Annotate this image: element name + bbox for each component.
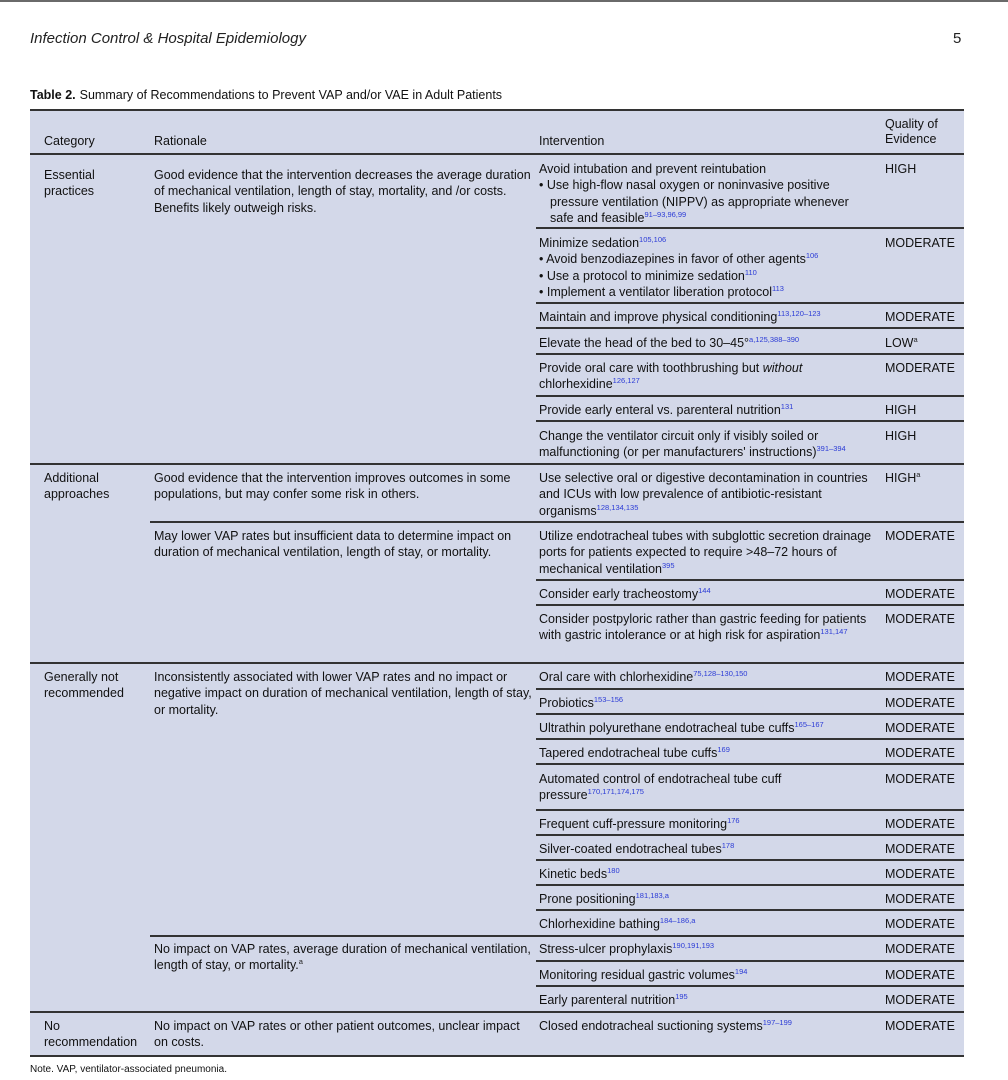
intervention-cell: Stress-ulcer prophylaxis$^{190,191,193}$ xyxy=(539,941,715,956)
quality-value: HIGH xyxy=(885,429,917,443)
reference-link[interactable]: 113 xyxy=(771,284,784,294)
quality-value: MODERATE xyxy=(885,670,955,684)
intervention-cell: Ultrathin polyurethane endotracheal tube cuffs$^{165-167}$ xyxy=(539,720,824,735)
row-rule xyxy=(536,579,964,581)
reference-link[interactable]: 106 xyxy=(805,251,819,261)
quality-value: MODERATE xyxy=(885,746,955,760)
page-number: 5 xyxy=(953,30,962,47)
recommendations-table xyxy=(30,109,964,1057)
row-rule xyxy=(536,327,964,329)
reference-link[interactable]: 131,147 xyxy=(820,627,848,637)
row-rule xyxy=(536,859,964,861)
intervention-bullet: • Use a protocol to minimize sedation$^{110}$ xyxy=(539,267,757,283)
intervention-cell: Probiotics$^{153-156}$ xyxy=(539,695,624,710)
intervention-cell: Provide oral care with toothbrushing but without chlorhexidine$^{126,127}$ xyxy=(539,361,803,392)
reference-link[interactable]: 190,191,193 xyxy=(672,941,715,950)
section-rule xyxy=(30,463,964,465)
quality-footnote: a xyxy=(913,335,918,344)
top-rule xyxy=(0,0,1008,2)
intervention-bullet: • Use high-flow nasal oxygen or noninvasive positive pressure ventilation (NIPPV) as appropriate whenever safe and feasible$^{91-93,96,99}$ xyxy=(539,178,849,226)
quality-value: MODERATE xyxy=(885,612,955,626)
reference-link[interactable]: 181,183,a xyxy=(635,891,669,900)
intervention-cell xyxy=(539,235,874,301)
intervention-cell: Use selective oral or digestive decontamination in countries and ICUs with low prevalence of antibiotic-resistant organisms$^{128,134,135}$ xyxy=(539,471,868,518)
intervention-cell: Maintain and improve physical conditioning$^{113,120-123}$ xyxy=(539,309,821,324)
intervention-cell: Monitoring residual gastric volumes$^{194}$ xyxy=(539,967,748,982)
rationale-additional-2: May lower VAP rates but insufficient data to determine impact on duration of mechanical ventilation, length of stay, or mortality. xyxy=(154,529,512,560)
intervention-cell: Tapered endotracheal tube cuffs$^{169}$ xyxy=(539,745,730,760)
quality-value: MODERATE xyxy=(885,993,955,1007)
reference-link[interactable]: 176 xyxy=(727,816,740,825)
intervention-cell: Consider early tracheostomy$^{144}$ xyxy=(539,586,711,601)
quality-value: MODERATE xyxy=(885,968,955,982)
intervention-cell: Frequent cuff-pressure monitoring$^{176}$ xyxy=(539,816,740,831)
intervention-cell: Closed endotracheal suctioning systems$^{197-199}$ xyxy=(539,1018,792,1033)
reference-link[interactable]: 197–199 xyxy=(762,1018,792,1027)
row-rule xyxy=(536,713,964,715)
reference-link[interactable]: 391–394 xyxy=(816,444,846,454)
intervention-text: Avoid intubation and prevent reintubation xyxy=(539,162,767,176)
quality-value: MODERATE xyxy=(885,310,955,324)
intervention-cell: Kinetic beds$^{180}$ xyxy=(539,866,620,881)
journal-title: Infection Control & Hospital Epidemiology xyxy=(30,30,306,47)
category-no-recommendation: No recommendation xyxy=(44,1019,138,1050)
intervention-cell: Silver-coated endotracheal tubes$^{178}$ xyxy=(539,841,735,856)
row-rule xyxy=(536,395,964,397)
intervention-bullet: • Avoid benzodiazepines in favor of other agents$^{106}$ xyxy=(539,251,819,267)
quality-value: MODERATE xyxy=(885,696,955,710)
table-caption xyxy=(30,88,502,102)
row-rule xyxy=(536,227,964,229)
row-rule xyxy=(536,809,964,811)
col-header-intervention: Intervention xyxy=(539,134,605,148)
row-rule xyxy=(536,834,964,836)
quality-value: MODERATE xyxy=(885,867,955,881)
rationale-additional-1: Good evidence that the intervention improves outcomes in some populations, but may confer some risk in others. xyxy=(154,471,511,502)
reference-link[interactable]: 395 xyxy=(662,560,675,570)
reference-link[interactable]: a,125,388–390 xyxy=(749,335,800,344)
quality-value: MODERATE xyxy=(885,1019,955,1033)
intervention-cell: Early parenteral nutrition$^{195}$ xyxy=(539,992,688,1007)
rationale-essential: Good evidence that the intervention decreases the average duration of mechanical ventilation, length of stay, mortality, and /or costs. Benefits likely outweigh risks. xyxy=(154,168,531,215)
reference-link[interactable]: 195 xyxy=(675,992,688,1001)
quality-value: MODERATE xyxy=(885,587,955,601)
section-rule xyxy=(30,662,964,664)
quality-value: MODERATE xyxy=(885,772,955,786)
col-header-quality-line2: Evidence xyxy=(885,132,937,146)
intervention-cell: Provide early enteral vs. parenteral nutrition$^{131}$ xyxy=(539,402,794,417)
section-rule xyxy=(30,1011,964,1013)
table-bottom-rule xyxy=(30,1055,964,1057)
intervention-cell: Prone positioning$^{181,183,a}$ xyxy=(539,891,669,906)
row-rule xyxy=(536,763,964,765)
reference-link[interactable]: 110 xyxy=(744,267,757,277)
quality-value: HIGH xyxy=(885,162,917,176)
reference-link[interactable]: 144 xyxy=(698,586,711,595)
quality-value: HIGH$^a$ xyxy=(885,470,921,485)
intervention-cell: Oral care with chlorhexidine$^{75,128-130,150}$ xyxy=(539,669,748,684)
row-rule xyxy=(536,353,964,355)
table-top-rule xyxy=(30,109,964,111)
quality-value: MODERATE xyxy=(885,842,955,856)
rationale-not-recommended-2 xyxy=(154,941,532,974)
category-essential: Essential practices xyxy=(44,168,95,199)
row-rule xyxy=(536,420,964,422)
reference-link[interactable]: 91–93,96,99 xyxy=(644,210,687,220)
reference-link[interactable]: 178 xyxy=(721,841,735,850)
intervention-cell: Change the ventilator circuit only if visibly soiled or malfunctioning (or per manufacturers' instructions)$^{391-394}$ xyxy=(539,429,846,460)
reference-link[interactable]: 105,106 xyxy=(639,235,667,244)
quality-value: LOW$^a$ xyxy=(885,335,918,350)
intervention-cell: Elevate the head of the bed to 30–45°$^{a,125,388-390}$ xyxy=(539,335,800,350)
quality-value: MODERATE xyxy=(885,361,955,375)
intervention-cell: Consider postpyloric rather than gastric feeding for patients with gastric intolerance or at high risk for aspiration$^{131,147}$ xyxy=(539,612,867,643)
reference-link[interactable]: 180 xyxy=(607,866,620,875)
intervention-cell: Utilize endotracheal tubes with subglottic secretion drainage ports for patients expected to require >48–72 hours of mechanical ventilation$^{395}$ xyxy=(539,529,872,576)
row-rule xyxy=(536,302,964,304)
reference-link[interactable]: 165–167 xyxy=(794,720,824,729)
reference-link[interactable]: 169 xyxy=(717,745,730,754)
quality-value: MODERATE xyxy=(885,942,955,956)
row-rule xyxy=(536,985,964,987)
quality-value: MODERATE xyxy=(885,817,955,831)
intervention-cell: Chlorhexidine bathing$^{184-186,a}$ xyxy=(539,916,696,931)
row-rule xyxy=(536,688,964,690)
reference-link[interactable]: 128,134,135 xyxy=(596,502,639,512)
rationale-no-recommendation: No impact on VAP rates or other patient outcomes, unclear impact on costs. xyxy=(154,1019,520,1050)
quality-value: MODERATE xyxy=(885,892,955,906)
intervention-bullet: • Implement a ventilator liberation protocol$^{113}$ xyxy=(539,284,784,300)
header-rule xyxy=(30,153,964,155)
rationale-not-recommended-2-footnote: a xyxy=(298,957,303,967)
intervention-cell xyxy=(539,161,874,227)
quality-value: MODERATE xyxy=(885,721,955,735)
col-header-quality-line1: Quality of xyxy=(885,117,938,131)
reference-link[interactable]: 113,120–123 xyxy=(777,309,821,318)
rationale-not-recommended-2-text: No impact on VAP rates, average duration of mechanical ventilation, length of stay, or mortality. xyxy=(154,942,531,973)
row-rule xyxy=(536,909,964,911)
reference-link[interactable]: 194 xyxy=(734,967,748,976)
reference-link[interactable]: 126,127 xyxy=(612,376,640,386)
quality-value: MODERATE xyxy=(885,236,955,250)
reference-link[interactable]: 75,128–130,150 xyxy=(693,669,748,678)
row-rule xyxy=(536,738,964,740)
row-rule xyxy=(536,604,964,606)
row-rule xyxy=(536,960,964,962)
reference-link[interactable]: 131 xyxy=(780,402,794,411)
quality-footnote: a xyxy=(916,470,921,479)
table-title: Summary of Recommendations to Prevent VAP and/or VAE in Adult Patients xyxy=(79,88,503,102)
category-not-recommended: Generally not recommended xyxy=(44,670,124,701)
intervention-text: Minimize sedation$^{105,106}$ xyxy=(539,235,667,250)
col-header-category: Category xyxy=(44,134,95,148)
col-header-quality xyxy=(885,117,938,147)
reference-link[interactable]: 170,171,174,175 xyxy=(587,787,644,797)
quality-value: MODERATE xyxy=(885,917,955,931)
reference-link[interactable]: 153–156 xyxy=(593,695,624,704)
quality-value: MODERATE xyxy=(885,529,955,543)
category-additional: Additional approaches xyxy=(44,471,110,502)
table-note: Note. VAP, ventilator-associated pneumonia. xyxy=(30,1064,227,1075)
rationale-rule xyxy=(150,935,964,937)
row-rule xyxy=(536,884,964,886)
quality-value: HIGH xyxy=(885,403,917,417)
reference-link[interactable]: 184–186,a xyxy=(659,916,696,925)
intervention-cell: Automated control of endotracheal tube cuff pressure$^{170,171,174,175}$ xyxy=(539,772,782,803)
rationale-rule xyxy=(150,521,964,523)
col-header-rationale: Rationale xyxy=(154,134,207,148)
rationale-not-recommended-1: Inconsistently associated with lower VAP rates and no impact or negative impact on duration of mechanical ventilation, length of stay, or mortality. xyxy=(154,670,532,717)
table-label: Table 2. xyxy=(30,88,76,102)
